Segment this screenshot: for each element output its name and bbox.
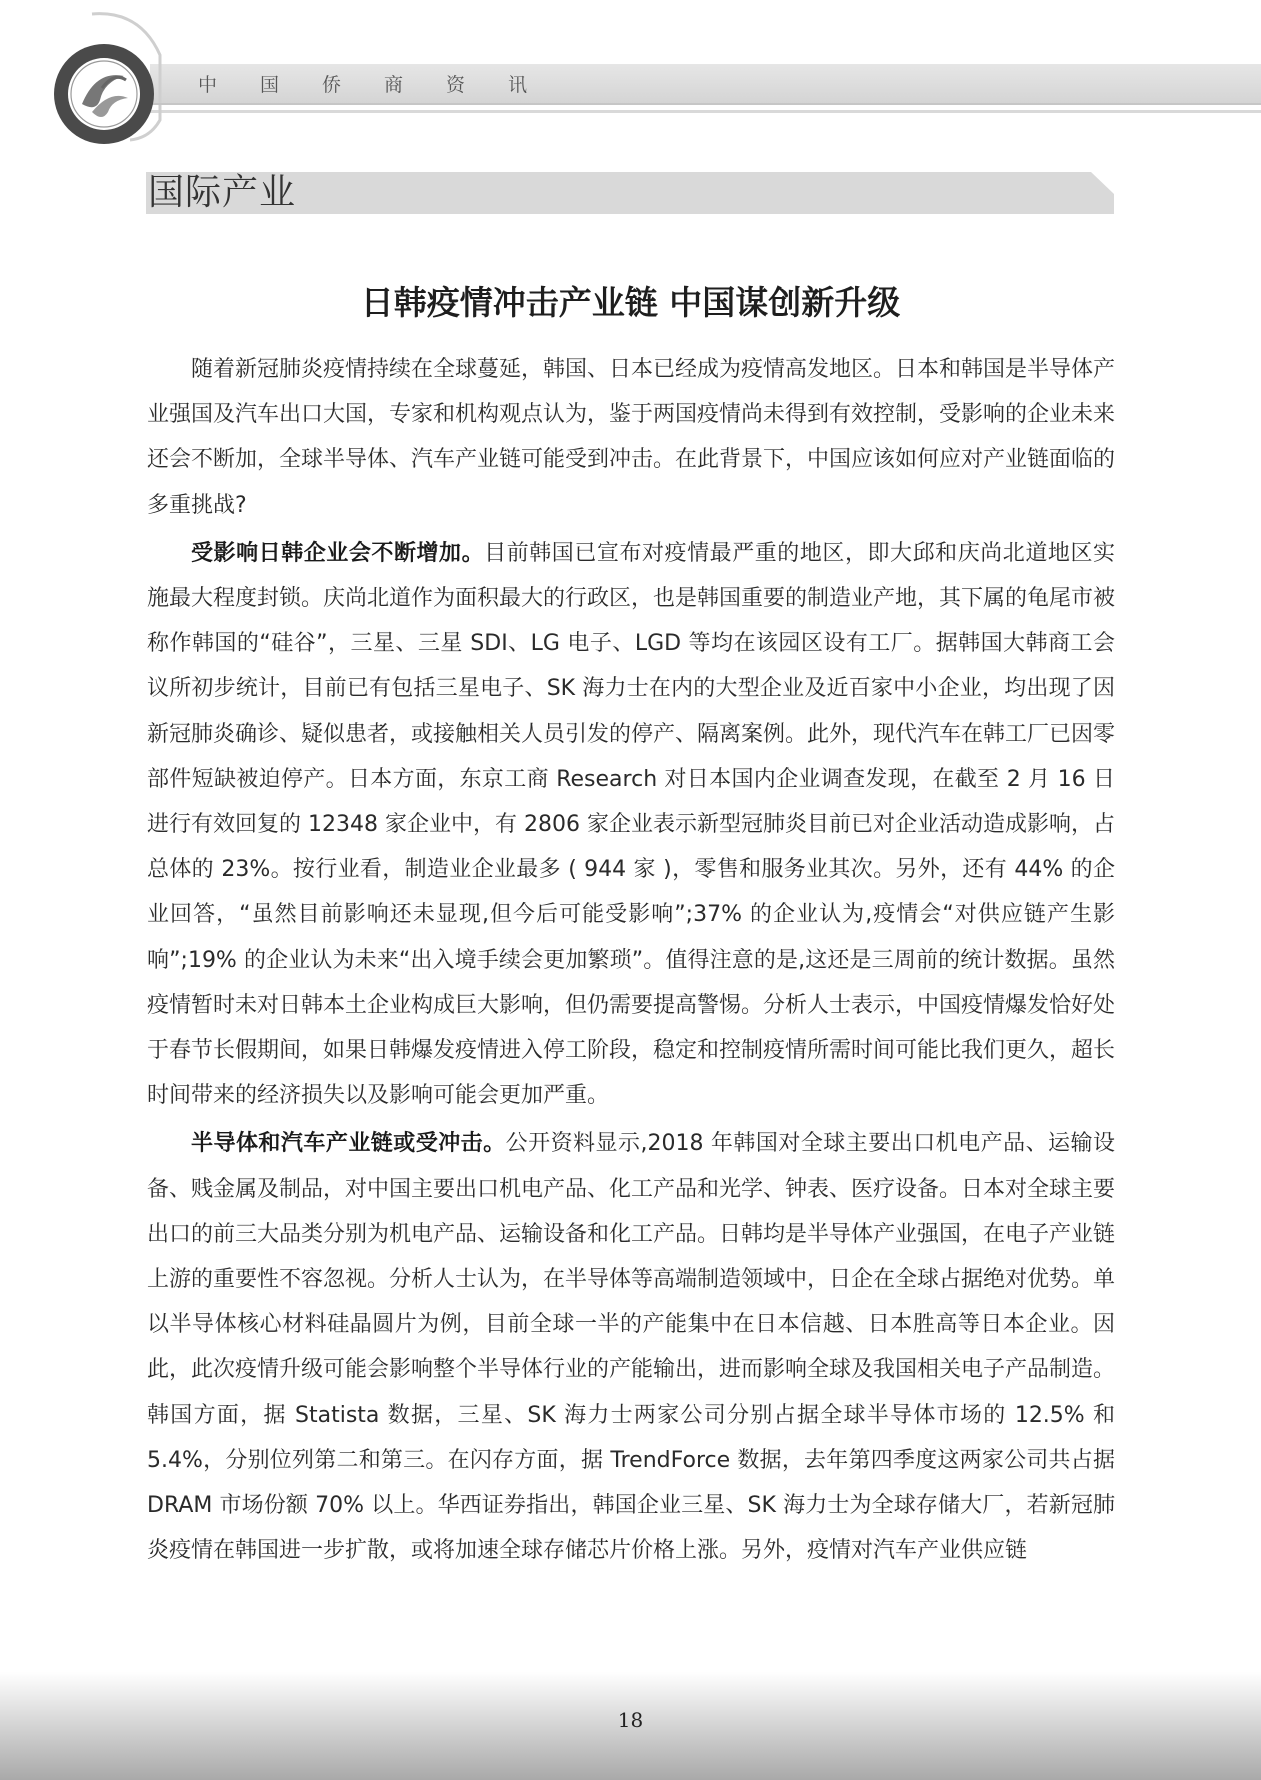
paragraph-lead: 半导体和汽车产业链或受冲击。 xyxy=(191,1131,506,1157)
paragraph-text: 随着新冠肺炎疫情持续在全球蔓延，韩国、日本已经成为疫情高发地区。日本和韩国是半导体产业强国及汽车出口大国，专家和机构观点认为，鉴于两国疫情尚未得到有效控制，受影响的企业未来还会不断加，全球半导体、汽车产业链可能受到冲击。在此背景下，中国应该如何应对产业链面临的多重挑战? xyxy=(147,357,1116,518)
paragraph xyxy=(147,531,1115,1119)
paragraph-lead: 受影响日韩企业会不断增加。 xyxy=(191,540,485,566)
publication-title: 中国侨商资讯 xyxy=(198,74,571,96)
page-number: 18 xyxy=(617,1708,644,1732)
paragraph xyxy=(147,347,1115,528)
header-swoosh xyxy=(0,0,1261,150)
paragraph-text: 公开资料显示,2018 年韩国对全球主要出口机电产品、运输设备、贱金属及制品，对中国主要出口机电产品、化工产品和光学、钟表、医疗设备。日本对全球主要出口的前三大品类分别为机电产品、运输设备和化工产品。日韩均是半导体产业强国，在电子产业链上游的重要性不容忽视。分析人士认为，在半导体等高端制造领域中，日企在全球占据绝对优势。单以半导体核心材料硅晶圆片为例，目前全球一半的产能集中在日本信越、日本胜高等日本企业。因此，此次疫情升级可能会影响整个半导体行业的产能输出，进而影响全球及我国相关电子产品制造。韩国方面，据 Statista 数据，三星、SK 海力士两家公司分别占据全球半导体市场的 12.5% 和 5.4%，分别位列第二和第三。在闪存方面，据 TrendForce 数据，去年第四季度这两家公司共占据 DRAM 市场份额 70% 以上。华西证券指出，韩国企业三星、SK 海力士为全球存储大厂，若新冠肺炎疫情在韩国进一步扩散，或将加速全球存储芯片价格上涨。另外，疫情对汽车产业供应链 xyxy=(147,1131,1116,1564)
paragraph-text: 目前韩国已宣布对疫情最严重的地区，即大邱和庆尚北道地区实施最大程度封锁。庆尚北道作为面积最大的行政区，也是韩国重要的制造业产地，其下属的龟尾市被称作韩国的“硅谷”，三星、三星 SDI、LG 电子、LGD 等均在该园区设有工厂。据韩国大韩商工会议所初步统计，目前已有包括三星电子、SK 海力士在内的大型企业及近百家中小企业，均出现了因新冠肺炎确诊、疑似患者，或接触相关人员引发的停产、隔离案例。此外，现代汽车在韩工厂已因零部件短缺被迫停产。日本方面，东京工商 Research 对日本国内企业调查发现，在截至 2 月 16 日进行有效回复的 12348 家企业中，有 2806 家企业表示新型冠肺炎目前已对企业活动造成影响，占总体的 23%。按行业看，制造业企业最多 ( 944 家 )，零售和服务业其次。另外，还有 44% 的企业回答，“虽然目前影响还未显现,但今后可能受影响”;37% 的企业认为,疫情会“对供应链产生影响”;19% 的企业认为未来“出入境手续会更加繁琐”。值得注意的是,这还是三周前的统计数据。虽然疫情暂时未对日韩本土企业构成巨大影响，但仍需要提高警惕。分析人士表示，中国疫情爆发恰好处于春节长假期间，如果日韩爆发疫情进入停工阶段，稳定和控制疫情所需时间可能比我们更久，超长时间带来的经济损失以及影响可能会更加严重。 xyxy=(147,540,1116,1109)
article-body xyxy=(147,347,1115,1573)
section-label: 国际产业 xyxy=(148,172,297,213)
page-header xyxy=(0,0,1261,150)
article-title: 日韩疫情冲击产业链 中国谋创新升级 xyxy=(360,283,901,322)
federation-logo xyxy=(52,42,156,146)
paragraph xyxy=(147,1121,1115,1573)
